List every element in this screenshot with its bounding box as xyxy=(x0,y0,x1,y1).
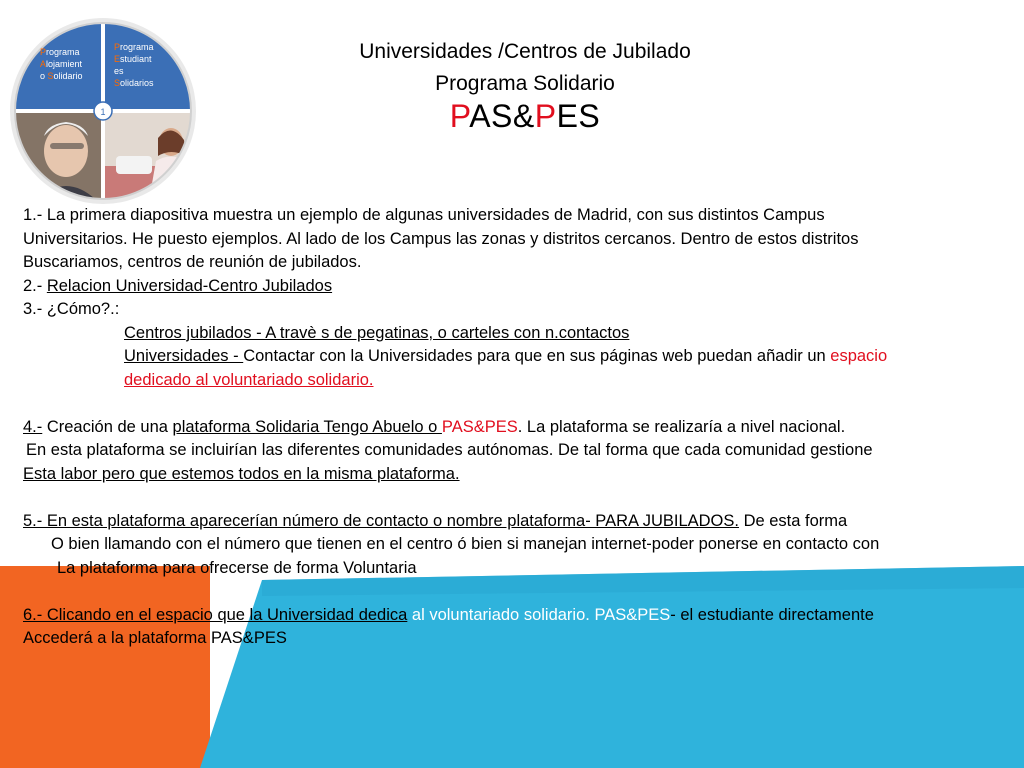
point-5-b: De esta forma xyxy=(738,511,848,530)
title-mid: AS& xyxy=(469,98,535,134)
student-nurse-photo xyxy=(105,113,198,206)
logo-tr-line-4: Solidarios xyxy=(114,78,154,88)
point-3-universidades xyxy=(23,345,1023,369)
point-2 xyxy=(23,275,1023,299)
logo-tl-line-3: o Solidario xyxy=(40,71,83,81)
spacer xyxy=(23,392,1023,416)
header-title-paspes xyxy=(300,98,750,135)
title-end: ES xyxy=(556,98,601,134)
title-letter-p1: P xyxy=(449,98,470,134)
point-1-line-3: Buscariamos, centros de reunión de jubilados. xyxy=(23,253,362,271)
logo-tl-line-1: Programa xyxy=(40,47,80,57)
point-3b-line-2: dedicado al voluntariado solidario. xyxy=(124,370,374,389)
logo-tr-line-2: Estudiant xyxy=(114,54,152,64)
point-4-line-1 xyxy=(23,416,1023,440)
logo-tr-line-1: Programa xyxy=(114,42,154,52)
point-3-centros: Centros jubilados - A travè s de pegatinas, o carteles con n.contactos xyxy=(124,323,630,342)
point-2-number: 2.- xyxy=(23,276,47,295)
point-4-c: . La plataforma se realizaría a nivel nacional. xyxy=(517,417,846,436)
spacer xyxy=(23,486,1023,510)
point-1-line-2: Universitarios. He puesto ejemplos. Al lado de los Campus las zonas y distritos cercanos. Dentro de estos distritos xyxy=(23,229,859,248)
point-5-line-3: La plataforma para ofrecerse de forma Voluntaria xyxy=(57,558,417,577)
slide-body-text xyxy=(23,204,1023,651)
point-6-d: - el estudiante directamente xyxy=(670,605,874,624)
point-4-line-3: Esta labor pero que estemos todos en la misma plataforma. xyxy=(23,464,460,483)
point-4-a: Creación de una xyxy=(42,417,173,436)
point-4-number: 4.- xyxy=(23,417,43,436)
logo-tr-line-3: es xyxy=(114,66,124,76)
point-4-b: plataforma Solidaria Tengo Abuelo o xyxy=(172,417,442,436)
logo-tl-line-2: Alojamient xyxy=(40,59,83,69)
spacer xyxy=(23,580,1023,604)
point-6-line-2: Accederá a la plataforma PAS&PES xyxy=(23,629,287,647)
header-line-universities: Universidades /Centros de Jubilado xyxy=(359,40,691,63)
point-3-heading: 3.- ¿Cómo?.: xyxy=(23,300,120,318)
point-3b-red: espacio xyxy=(830,347,888,365)
point-6-c: PAS&PES xyxy=(589,605,671,624)
header-line-program: Programa Solidario xyxy=(435,72,615,95)
point-5-a: 5.- En esta plataforma aparecerían número de contacto o nombre plataforma- PARA JUBILADOS. xyxy=(23,511,739,530)
point-4-red: PAS&PES xyxy=(441,417,518,436)
elderly-person-photo xyxy=(8,113,102,206)
point-1-line-1: 1.- La primera diapositiva muestra un ejemplo de algunas universidades de Madrid, con sus distintos Campus xyxy=(23,206,825,224)
point-3b-text: Contactar con la Universidades para que en sus páginas web puedan añadir un xyxy=(243,347,831,365)
logo-center-number: 1 xyxy=(100,107,106,117)
point-5-line-1 xyxy=(23,510,1023,534)
point-4-line-2: En esta plataforma se incluirían las diferentes comunidades autónomas. De tal forma que cada comunidad gestione xyxy=(26,441,873,459)
point-2-text: Relacion Universidad-Centro Jubilados xyxy=(46,276,333,295)
point-3b-lead: Universidades - xyxy=(124,347,244,365)
title-letter-p2: P xyxy=(534,98,557,134)
point-5-line-2: O bien llamando con el número que tienen en el centro ó bien si manejan internet-poder ponerse en contacto con xyxy=(51,535,880,553)
point-6-a: 6.- Clicando en el espacio que la Universidad dedica xyxy=(23,605,408,624)
point-6-b: al voluntariado solidario. xyxy=(407,605,590,624)
point-6-line-1 xyxy=(23,604,1023,628)
program-logo xyxy=(8,16,198,206)
